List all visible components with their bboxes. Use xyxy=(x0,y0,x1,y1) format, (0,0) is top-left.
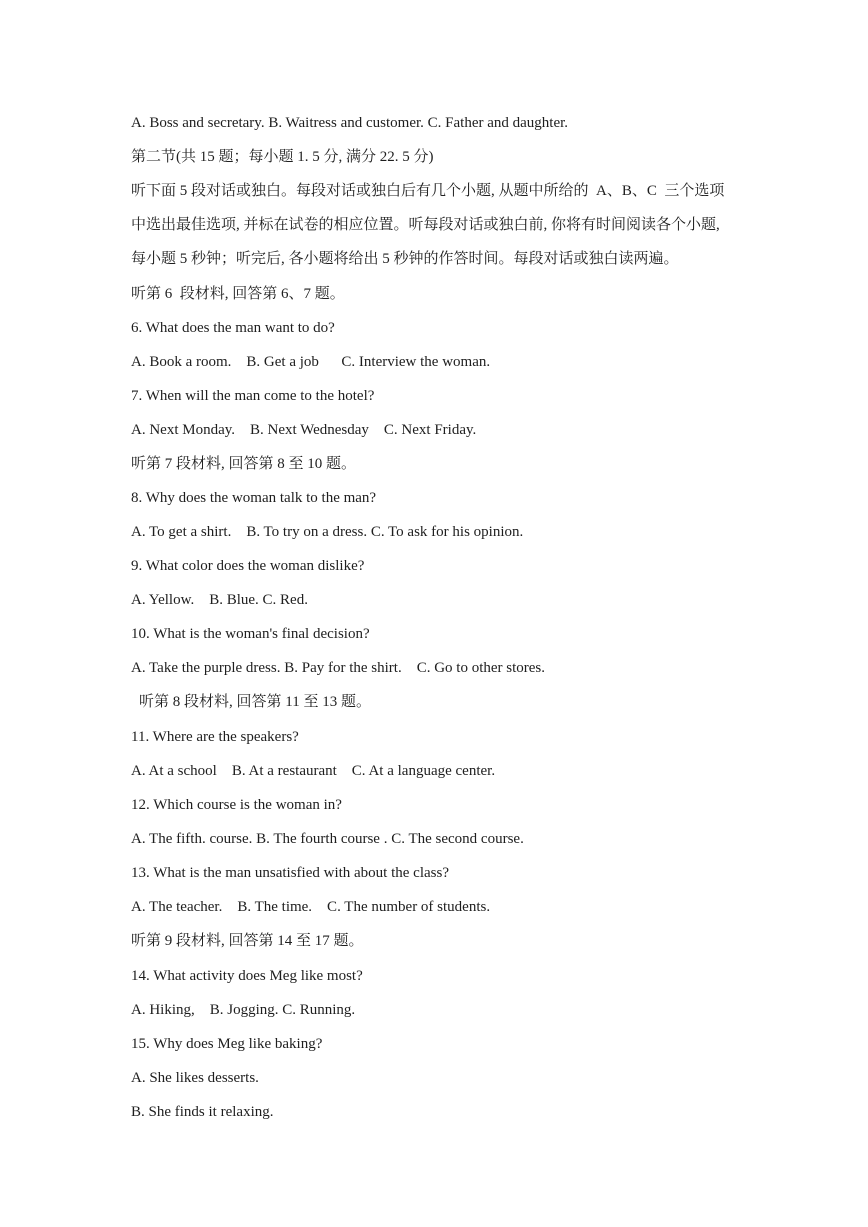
option-15-a: A. She likes desserts. xyxy=(131,1070,259,1086)
material-heading-6: 听第 6 段材料, 回答第 6、7 题。 xyxy=(131,286,345,302)
question-11: 11. Where are the speakers? xyxy=(131,729,299,745)
question-7: 7. When will the man come to the hotel? xyxy=(131,388,375,404)
options-7: A. Next Monday. B. Next Wednesday C. Next Friday. xyxy=(131,422,477,438)
options-11: A. At a school B. At a restaurant C. At a language center. xyxy=(131,763,496,779)
options-13: A. The teacher. B. The time. C. The number of students. xyxy=(131,899,491,915)
question-10: 10. What is the woman's final decision? xyxy=(131,626,370,642)
options-9: A. Yellow. B. Blue. C. Red. xyxy=(131,592,308,608)
option-15-b: B. She finds it relaxing. xyxy=(131,1104,274,1120)
question-8: 8. Why does the woman talk to the man? xyxy=(131,490,377,506)
options-14: A. Hiking, B. Jogging. C. Running. xyxy=(131,1002,356,1018)
material-heading-7: 听第 7 段材料, 回答第 8 至 10 题。 xyxy=(131,456,357,472)
question-12: 12. Which course is the woman in? xyxy=(131,797,342,813)
section-heading: 第二节(共 15 题；每小题 1. 5 分, 满分 22. 5 分) xyxy=(131,149,434,165)
option-line-q5: A. Boss and secretary. B. Waitress and customer. C. Father and daughter. xyxy=(131,115,569,131)
material-heading-9: 听第 9 段材料, 回答第 14 至 17 题。 xyxy=(131,933,364,949)
options-6: A. Book a room. B. Get a job C. Interview the woman. xyxy=(131,354,491,370)
material-heading-8: 听第 8 段材料, 回答第 11 至 13 题。 xyxy=(139,694,371,710)
question-13: 13. What is the man unsatisfied with about the class? xyxy=(131,865,449,881)
question-6: 6. What does the man want to do? xyxy=(131,320,335,336)
question-14: 14. What activity does Meg like most? xyxy=(131,968,363,984)
question-9: 9. What color does the woman dislike? xyxy=(131,558,365,574)
question-15: 15. Why does Meg like baking? xyxy=(131,1036,323,1052)
instruction-line-3: 每小题 5 秒钟；听完后, 各小题将给出 5 秒钟的作答时间。每段对话或独白读两遍。 xyxy=(131,251,679,267)
instruction-line-1: 听下面 5 段对话或独白。每段对话或独白后有几个小题, 从题中所给的 A、B、C 三个选项 xyxy=(131,183,725,199)
options-8: A. To get a shirt. B. To try on a dress. C. To ask for his opinion. xyxy=(131,524,524,540)
instruction-line-2: 中选出最佳选项, 并标在试卷的相应位置。听每段对话或独白前, 你将有时间阅读各个小题, xyxy=(131,217,720,233)
options-12: A. The fifth. course. B. The fourth course . C. The second course. xyxy=(131,831,524,847)
options-10: A. Take the purple dress. B. Pay for the shirt. C. Go to other stores. xyxy=(131,660,546,676)
